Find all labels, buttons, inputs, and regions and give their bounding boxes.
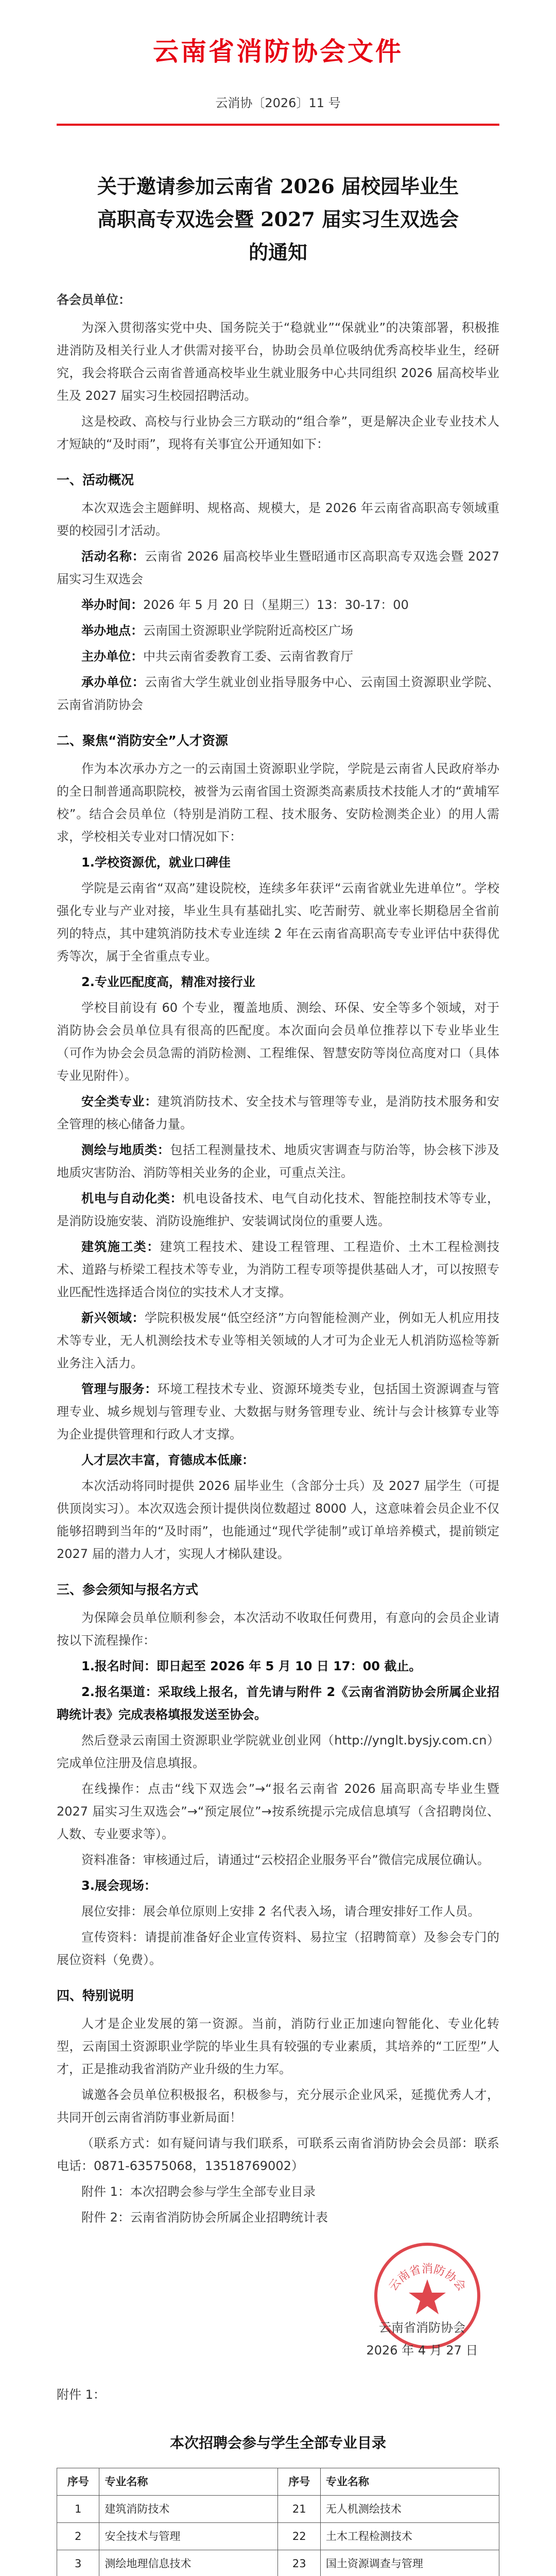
salutation: 各会员单位：: [57, 293, 131, 307]
section-paragraph: 在线操作：点击“线下双选会”→“报名云南省 2026 届高职高专毕业生暨 2027 届实习生双选会”→“预定展位”→按系统提示完成信息填写（含招聘岗位、人数、专业要求等）。: [57, 1782, 499, 1841]
section-paragraph: 本次双选会主题鲜明、规格高、规模大，是 2026 年云南省高职高专领域重要的校园引才活动。: [57, 501, 499, 538]
event-item: [57, 594, 499, 616]
section-paragraph: 展位安排：展会单位原则上安排 2 名代表入场，请合理安排好工作人员。: [81, 1904, 480, 1919]
section-paragraph: 人才是企业发展的第一资源。当前，消防行业正加速向智能化、专业化转型，云南国土资源职业学院的毕业生具有较强的专业素质，其培养的“工匠型”人才，正是推动我省消防产业升级的生力军。: [57, 2016, 499, 2076]
item-value: 云南省 2026 届高校毕业生暨昭通市区高职高专双选会暨 2027 届实习生双选会: [57, 549, 500, 586]
section-paragraph: （联系方式：如有疑问请与我们联系，可联系云南省消防协会会员部：联系电话：0871-63575068，13518769002）: [57, 2136, 499, 2173]
sub-heading: 2.专业匹配度高，精准对接行业: [81, 975, 255, 989]
row-number: 22: [278, 2523, 320, 2550]
document-number: 云消协〔2026〕11 号: [215, 96, 341, 110]
intro-paragraph: 这是校政、高校与行业协会三方联动的“组合拳”，更是解决企业专业技术人才短缺的“及时雨”，现将有关事宜公开通知如下：: [57, 414, 499, 451]
major-name: 测绘地理信息技术: [99, 2550, 278, 2576]
document-body: [57, 289, 499, 2576]
table-row: [57, 2523, 499, 2550]
notice-title: [57, 170, 499, 269]
major-table: [57, 2468, 499, 2576]
table-row: [57, 2550, 499, 2576]
item-label: 活动名称：: [81, 549, 145, 564]
red-divider: [57, 124, 499, 126]
row-number: 21: [278, 2496, 320, 2523]
item-label: 承办单位：: [81, 675, 145, 689]
major-name: 建筑消防技术: [99, 2496, 278, 2523]
section-paragraph: 3.展会现场：: [81, 1878, 157, 1893]
table-row: [57, 2496, 499, 2523]
annex1-title: 本次招聘会参与学生全部专业目录: [169, 2434, 386, 2451]
section-paragraph: 宣传资料：请提前准备好企业宣传资料、易拉宝（招聘简章）及参会专门的展位资料（免费）。: [57, 1930, 499, 1967]
major-item: 人才层次丰富，育德成本低廉：: [81, 1453, 254, 1467]
signature-area: [57, 2239, 499, 2383]
major-name: 安全技术与管理: [99, 2523, 278, 2550]
row-number: 3: [57, 2550, 99, 2576]
major-name: 土木工程检测技术: [320, 2523, 499, 2550]
section-heading: 四、特别说明: [57, 1988, 134, 2003]
item-value: 云南省大学生就业创业指导服务中心、云南国土资源职业学院、云南省消防协会: [57, 675, 499, 712]
event-item: [57, 671, 499, 716]
annex-reference: 附件 2：云南省消防协会所属企业招聘统计表: [81, 2210, 328, 2225]
signature-date: 2026 年 4 月 27 日: [366, 2343, 478, 2358]
table-header-row: [57, 2468, 499, 2496]
major-item: 测绘与地质类：包括工程测量技术、地质灾害调查与防治等，协会核下涉及地质灾害防治、消防等相关业务的企业，可重点关注。: [57, 1143, 499, 1180]
event-item: [57, 645, 499, 668]
section-paragraph: 然后登录云南国土资源职业学院就业创业网（http://ynglt.bysjy.com.cn）完成单位注册及信息填报。: [57, 1733, 499, 1770]
major-item: 安全类专业：建筑消防技术、安全技术与管理等专业，是消防技术服务和安全管理的核心储备力量。: [57, 1094, 499, 1131]
annex1-label: 附件 1：: [57, 2387, 106, 2402]
item-label: 举办地点：: [81, 623, 143, 638]
signature-org: 云南省消防协会: [379, 2320, 465, 2335]
col-header: 序号: [278, 2468, 320, 2496]
row-number: 1: [57, 2496, 99, 2523]
seal-text: 云南省消防协会: [386, 2262, 468, 2294]
section-heading: 三、参会须知与报名方式: [57, 1582, 199, 1597]
section-paragraph: 本次活动将同时提供 2026 届毕业生（含部分士兵）及 2027 届学生（可提供顶岗实习）。本次双选会预计提供岗位数超过 8000 人，这意味着会员企业不仅能够招聘到当年的“及时雨”，也能通过“现代学徒制”或订单培养模式，提前锁定 2027 届的潜力人才，实现人才梯队建设。: [57, 1479, 499, 1561]
section-paragraph: 为保障会员单位顺利参会，本次活动不收取任何费用，有意向的会员企业请按以下流程操作：: [57, 1611, 499, 1648]
section-paragraph: 诚邀各会员单位积极报名，积极参与，充分展示企业风采，延揽优秀人才，共同开创云南省消防事业新局面！: [57, 2088, 499, 2125]
section-heading: 二、聚焦“消防安全”人才资源: [57, 733, 228, 748]
section-paragraph: 学院是云南省“双高”建设院校，连续多年获评“云南省就业先进单位”。学校强化专业与产业对接，毕业生具有基础扎实、吃苦耐劳、就业率长期稳居全省前列的特点，其中建筑消防技术专业连续 2 年在云南省高职高专专业评估中获得优秀等次，属于全省重点专业。: [57, 881, 499, 963]
section-heading: 一、活动概况: [57, 472, 134, 487]
title-line-2: 高职高专双选会暨 2027 届实习生双选会: [97, 208, 459, 231]
sub-heading: 1.学校资源优，就业口碑佳: [81, 855, 231, 870]
row-number: 23: [278, 2550, 320, 2576]
title-line-1: 关于邀请参加云南省 2026 届校园毕业生: [97, 175, 459, 198]
event-item: [57, 545, 499, 590]
section-paragraph: 学校目前设有 60 个专业，覆盖地质、测绘、环保、安全等多个领域，对于消防协会会员单位具有很高的匹配度。本次面向会员单位推荐以下专业毕业生（可作为协会会员急需的消防检测、工程维保、智慧安防等岗位高度对口（具体专业见附件）。: [57, 1001, 499, 1083]
major-name: 国土资源调查与管理: [320, 2550, 499, 2576]
section-paragraph: 2.报名渠道：采取线上报名，首先请与附件 2《云南省消防协会所属企业招聘统计表》完成表格填报发送至协会。: [57, 1685, 499, 1722]
item-value: 2026 年 5 月 20 日（星期三）13：30-17：00: [143, 598, 409, 612]
col-header: 专业名称: [99, 2468, 278, 2496]
title-line-3: 的通知: [248, 241, 307, 264]
intro-paragraph: 为深入贯彻落实党中央、国务院关于“稳就业”“保就业”的决策部署，积极推进消防及相关行业人才供需对接平台，协助会员单位吸纳优秀高校毕业生，经研究，我会将联合云南省普通高校毕业生就业服务中心共同组织 2026 届高校毕业生及 2027 届实习生校园招聘活动。: [57, 320, 499, 403]
section-paragraph: 资料准备：审核通过后，请通过“云校招企业服务平台”微信完成展位确认。: [81, 1853, 490, 1867]
major-item: 新兴领域：学院积极发展“低空经济”方向智能检测产业，例如无人机应用技术等专业，无人机测绘技术专业等相关领域的人才可为企业无人机消防巡检等新业务注入活力。: [57, 1311, 499, 1370]
item-label: 举办时间：: [81, 598, 143, 612]
row-number: 2: [57, 2523, 99, 2550]
major-table-body: [57, 2496, 499, 2576]
event-item: [57, 619, 499, 642]
item-value: 中共云南省委教育工委、云南省教育厅: [143, 649, 353, 664]
major-item: 机电与自动化类：机电设备技术、电气自动化技术、智能控制技术等专业，是消防设施安装、消防设施维护、安装调试岗位的重要人选。: [57, 1191, 499, 1228]
col-header: 序号: [57, 2468, 99, 2496]
section-paragraph: 1.报名时间：即日起至 2026 年 5 月 10 日 17：00 截止。: [81, 1659, 422, 1673]
major-item: 建筑施工类：建筑工程技术、建设工程管理、工程造价、土木工程检测技术、道路与桥梁工程技术等专业，为消防工程专项等提供基础人才，可以按照专业匹配性选择适合岗位的实技术人才支撑。: [57, 1240, 499, 1299]
col-header: 专业名称: [320, 2468, 499, 2496]
item-value: 云南国土资源职业学院附近高校区广场: [143, 623, 353, 638]
annex-reference: 附件 1：本次招聘会参与学生全部专业目录: [81, 2184, 316, 2199]
org-title: 云南省消防协会文件: [153, 37, 403, 66]
major-item: 管理与服务：环境工程技术专业、资源环境类专业，包括国土资源调查与管理专业、城乡规划与管理专业、大数据与财务管理专业、统计与会计核算专业等为企业提供管理和行政人才支撑。: [57, 1382, 499, 1442]
section-paragraph: 作为本次承办方之一的云南国土资源职业学院，学院是云南省人民政府举办的全日制普通高职院校，被誉为云南省国土资源类高素质技术技能人才的“黄埔军校”。结合会员单位（特别是消防工程、技术服务、安防检测类企业）的用人需求，学校相关专业对口情况如下：: [57, 761, 499, 844]
major-name: 无人机测绘技术: [320, 2496, 499, 2523]
item-label: 主办单位：: [81, 649, 143, 664]
